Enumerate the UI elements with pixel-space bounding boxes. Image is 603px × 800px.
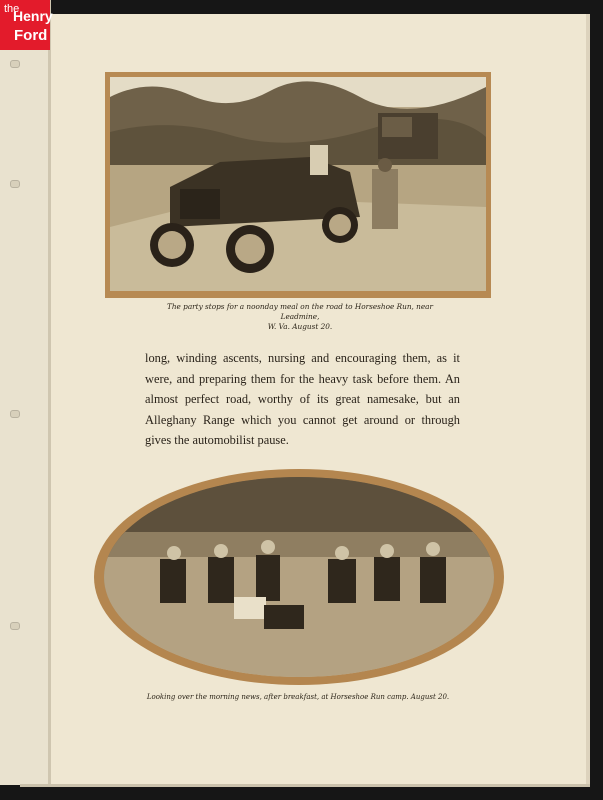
page-edge [586,14,590,786]
page-bottom-edge [20,784,590,787]
body-paragraph: long, winding ascents, nursing and encouraging them, as it were, and preparing them for the heavy task before them. An almost perfect road, worthy of its great namesake, but an Alleghany Range which you cannot get around or through gives the automobilist pause. [145,351,460,447]
top-caption-line1: The party stops for a noonday meal on the road to Horseshoe Run, near Leadmine, [166,302,434,321]
logo-text-ford: Ford [14,27,48,44]
logo-text-henry: Henry [13,8,53,24]
binding-ring [10,180,20,188]
top-photo [110,77,486,291]
binding-ring [10,60,20,68]
binding-ring [10,410,20,418]
vintage-car-photo [110,77,486,291]
top-caption-line2: W. Va. August 20. [267,322,333,331]
top-photo-caption [160,302,440,332]
binding-ring [10,622,20,630]
bottom-photo-caption: Looking over the morning news, after breakfast, at Horseshoe Run camp. August 20. [146,693,450,701]
previous-page-strip [0,0,50,785]
henry-ford-logo [0,0,53,50]
logo-text-the: the [4,3,20,15]
camp-group-photo [104,477,494,677]
bottom-photo [104,477,494,677]
